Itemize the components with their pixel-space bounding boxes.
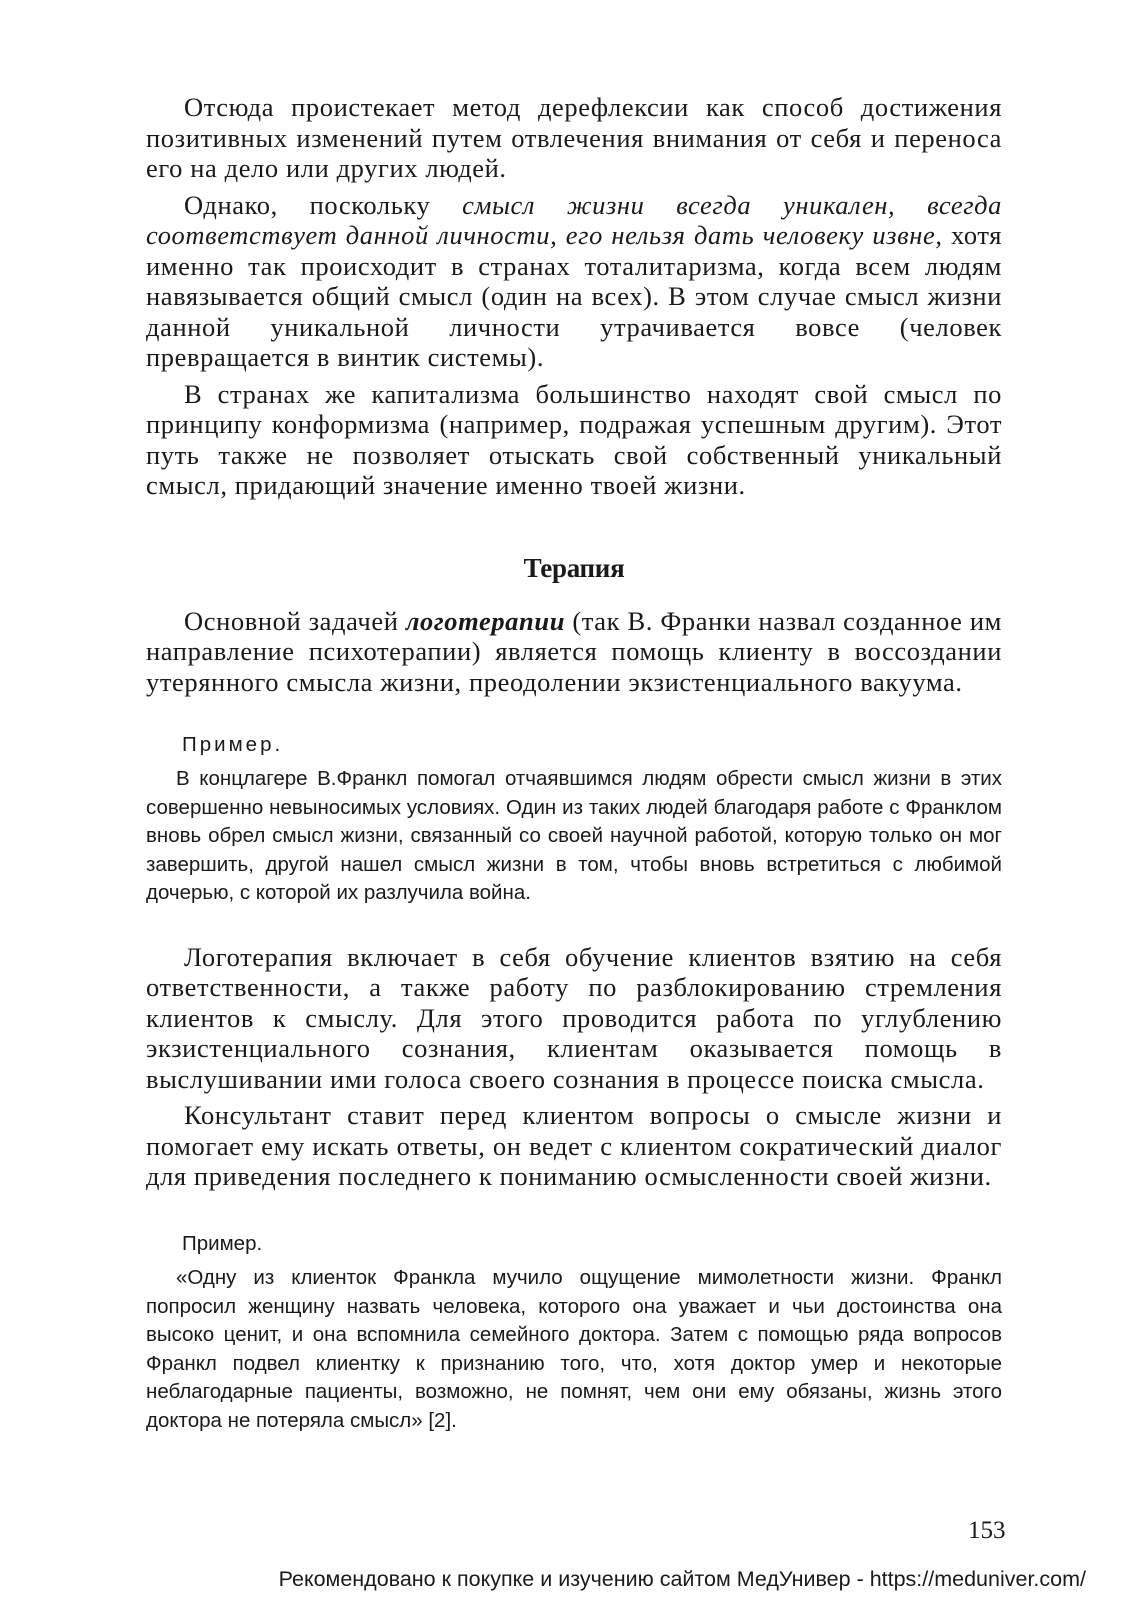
logotherapy-goal-end: (так В. Франки назвал созданное им направление психотерапии) является помощь клиенту в воссоздании утерянного смысла жизни, преодолении экзистенциального вакуума. xyxy=(146,605,1002,697)
example-2-paragraph: «Одну из клиенток Франкла мучило ощущение мимолетности жизни. Франкл попросил женщину назвать человека, которого она уважает и чьи достоинства она высоко ценит, и она вспомнила семейного доктора. Затем с помощью ряда вопросов Франкл подвел клиентку к признанию того, что, хотя доктор умер и некоторые неблагодарные пациенты, возможно, не помнят, чем они ему обязаны, жизнь этого доктора не потеряла смысл» [2]. xyxy=(146,1265,1002,1432)
example-1-text xyxy=(146,765,1002,908)
paragraph-capitalism: В странах же капитализма большинство находят свой смысл по принципу конформизма (например, подражая успешным другим). Этот путь также не позволяет отыскать свой собственный уникальный смысл, придающий значение именно твоей жизни. xyxy=(146,378,1002,500)
example-2-text xyxy=(146,1264,1002,1436)
section-title: Терапия xyxy=(523,552,625,583)
paragraph-unique-meaning-start: Однако, поскольку xyxy=(184,189,463,220)
example-2-label: Пример. xyxy=(182,1231,263,1255)
footer-recommendation: Рекомендовано к покупке и изучению сайтом МедУнивер - https://meduniver.com/ xyxy=(278,1567,1086,1591)
paragraph-unique-meaning-end: хотя именно так происходит в странах тоталитаризма, когда всем людям навязывается общий смысл (один на всех). В этом случае смысл жизни данной уникальной личности утрачивается вовсе (человек превращается в винтик системы). xyxy=(146,220,1003,372)
logotherapy-term: логотерапии xyxy=(405,605,566,636)
page-number: 153 xyxy=(968,1517,1006,1544)
paragraph-unique-meaning-italic: смысл жизни всегда уникален, всегда соответствует данной личности, его нельзя дать человеку извне, xyxy=(146,189,1002,250)
logotherapy-goal-start: Основной задачей xyxy=(184,605,406,636)
therapy-text xyxy=(146,606,1002,698)
paragraph-logotherapy-goal xyxy=(146,606,1002,698)
logotherapy-text xyxy=(146,942,1002,1192)
example-1-paragraph: В концлагере В.Франкл помогал отчаявшимся людям обрести смысл жизни в этих совершенно невыносимых условиях. Один из таких людей благодаря работе с Франклом вновь обрел смысл жизни, связанный со своей научной работой, которую только он мог завершить, другой нашел смысл жизни в том, чтобы вновь встретиться с любимой дочерью, с которой их разлучила война. xyxy=(146,767,1002,905)
paragraph-logotherapy-includes: Логотерапия включает в себя обучение клиентов взятию на себя ответственности, а также работу по разблокированию стремления клиентов к смыслу. Для этого проводится работа по углублению экзистенциального сознания, клиентам оказывается помощь в выслушивании ими голоса своего сознания в процессе поиска смысла. xyxy=(146,941,1002,1094)
paragraph-consultant: Консультант ставит перед клиентом вопросы о смысле жизни и помогает ему искать ответы, он ведет с клиентом сократический диалог для приведения последнего к пониманию осмысленности своей жизни. xyxy=(146,1100,1002,1192)
paragraph-unique-meaning xyxy=(146,190,1002,373)
page-content xyxy=(146,92,1002,1436)
paragraph-dereflection: Отсюда проистекает метод дерефлексии как способ достижения позитивных изменений путем отвлечения внимания от себя и переноса его на дело или других людей. xyxy=(146,92,1002,183)
example-1-label: Пример. xyxy=(182,733,284,756)
intro-text xyxy=(146,92,1002,501)
